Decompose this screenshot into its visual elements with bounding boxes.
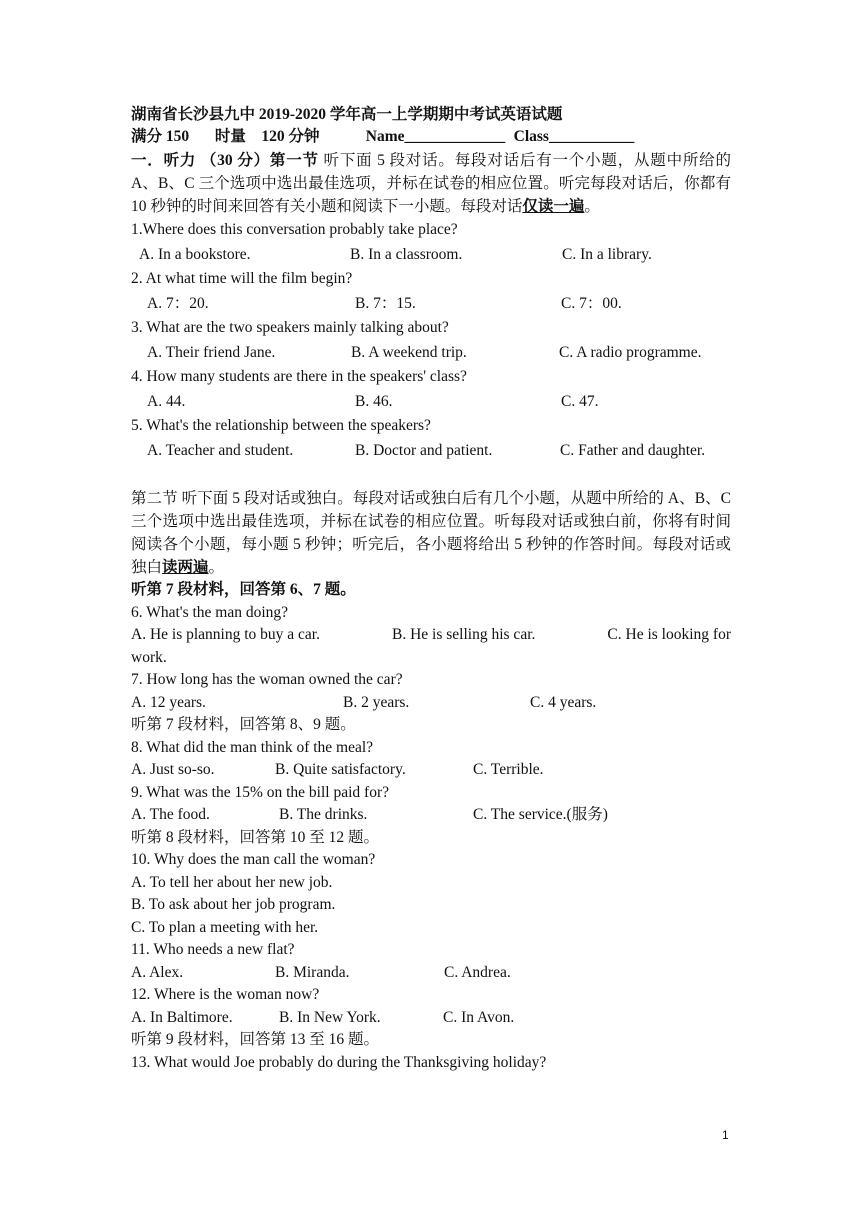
question-9-options: A. The food. B. The drinks. C. The service.(服务) (131, 806, 608, 823)
question-6: 6. What's the man doing? (131, 603, 289, 621)
subheading-q10-12: 听第 8 段材料，回答第 10 至 12 题。 (131, 828, 380, 846)
time-limit: 时量 120 分钟 (214, 128, 320, 145)
subheading-q6-7: 听第 7 段材料，回答第 6、7 题。 (131, 581, 356, 598)
document-title: 湖南省长沙县九中 2019-2020 学年高一上学期期中考试英语试题 (131, 106, 563, 123)
question-6-options: A. He is planning to buy a car. B. He is selling his car. C. He is looking for (131, 626, 731, 643)
question-7: 7. How long has the woman owned the car? (131, 671, 403, 688)
question-11: 11. Who needs a new flat? (131, 941, 295, 958)
question-13: 13. What would Joe probably do during the Thanksgiving holiday? (131, 1053, 547, 1071)
question-2: 2. At what time will the film begin? (131, 270, 353, 287)
subheading-q8-9: 听第 7 段材料，回答第 8、9 题。 (131, 716, 356, 733)
section1-questions (131, 218, 731, 463)
question-2-options: A. 7：20. B. 7：15. C. 7：00. (147, 295, 622, 312)
document-content (131, 104, 731, 1074)
question-8: 8. What did the man think of the meal? (131, 738, 374, 756)
read-once-emphasis: 仅读一遍 (522, 198, 585, 215)
question-10: 10. Why does the man call the woman? (131, 851, 376, 868)
question-10-option-b: B. To ask about her job program. (131, 896, 336, 913)
question-5: 5. What's the relationship between the speakers? (131, 417, 431, 434)
subheading-q13-16: 听第 9 段材料，回答第 13 至 16 题。 (131, 1031, 380, 1048)
section2-instructions: 第二节 听下面 5 段对话或独白。每段对话或独白后有几个小题，从题中所给的 A、B、C 三个选项中选出最佳选项，并标在试卷的相应位置。听每段对话或独白前，你将有时间阅读各个小题，每小题 5 秒钟；听完后，各小题将给出 5 秒钟的作答时间。每段对话或独白读两遍。 (131, 490, 731, 576)
section1-instructions: 一．听力 （30 分）第一节 听下面 5 段对话。每段对话后有一个小题，从题中所给的 A、B、C 三个选项中选出最佳选项，并标在试卷的相应位置。听完每段对话后，你都有 10 秒钟的时间来回答有关小题和阅读下一小题。每段对话仅读一遍。 (131, 152, 731, 215)
question-6-options-wrap: work. (131, 648, 167, 666)
name-field: Name_____________ (365, 128, 506, 145)
question-9: 9. What was the 15% on the bill paid for? (131, 783, 389, 801)
question-12: 12. Where is the woman now? (131, 986, 320, 1003)
class-field: Class___________ (513, 128, 635, 145)
full-score: 满分 150 (131, 128, 190, 145)
question-1-options: A. In a bookstore. B. In a classroom. C. In a library. (139, 246, 652, 263)
question-3-options: A. Their friend Jane. B. A weekend trip. C. A radio programme. (147, 344, 702, 361)
question-8-options: A. Just so-so. B. Quite satisfactory. C. Terrible. (131, 761, 544, 778)
question-10-option-a: A. To tell her about her new job. (131, 873, 333, 891)
page-number: 1 (722, 1128, 729, 1142)
question-10-option-c: C. To plan a meeting with her. (131, 918, 319, 936)
question-4-options: A. 44. B. 46. C. 47. (147, 393, 599, 410)
question-1: 1.Where does this conversation probably take place? (131, 221, 458, 238)
question-11-options: A. Alex. B. Miranda. C. Andrea. (131, 963, 511, 981)
question-7-options: A. 12 years. B. 2 years. C. 4 years. (131, 693, 597, 711)
read-twice-emphasis: 读两遍 (162, 559, 209, 576)
question-12-options: A. In Baltimore. B. In New York. C. In Avon. (131, 1008, 515, 1026)
exam-header (131, 126, 731, 148)
section1-heading: 一．听力 （30 分）第一节 (131, 152, 319, 169)
question-5-options: A. Teacher and student. B. Doctor and patient. C. Father and daughter. (147, 442, 706, 459)
question-4: 4. How many students are there in the speakers' class? (131, 368, 467, 385)
question-3: 3. What are the two speakers mainly talking about? (131, 319, 449, 336)
